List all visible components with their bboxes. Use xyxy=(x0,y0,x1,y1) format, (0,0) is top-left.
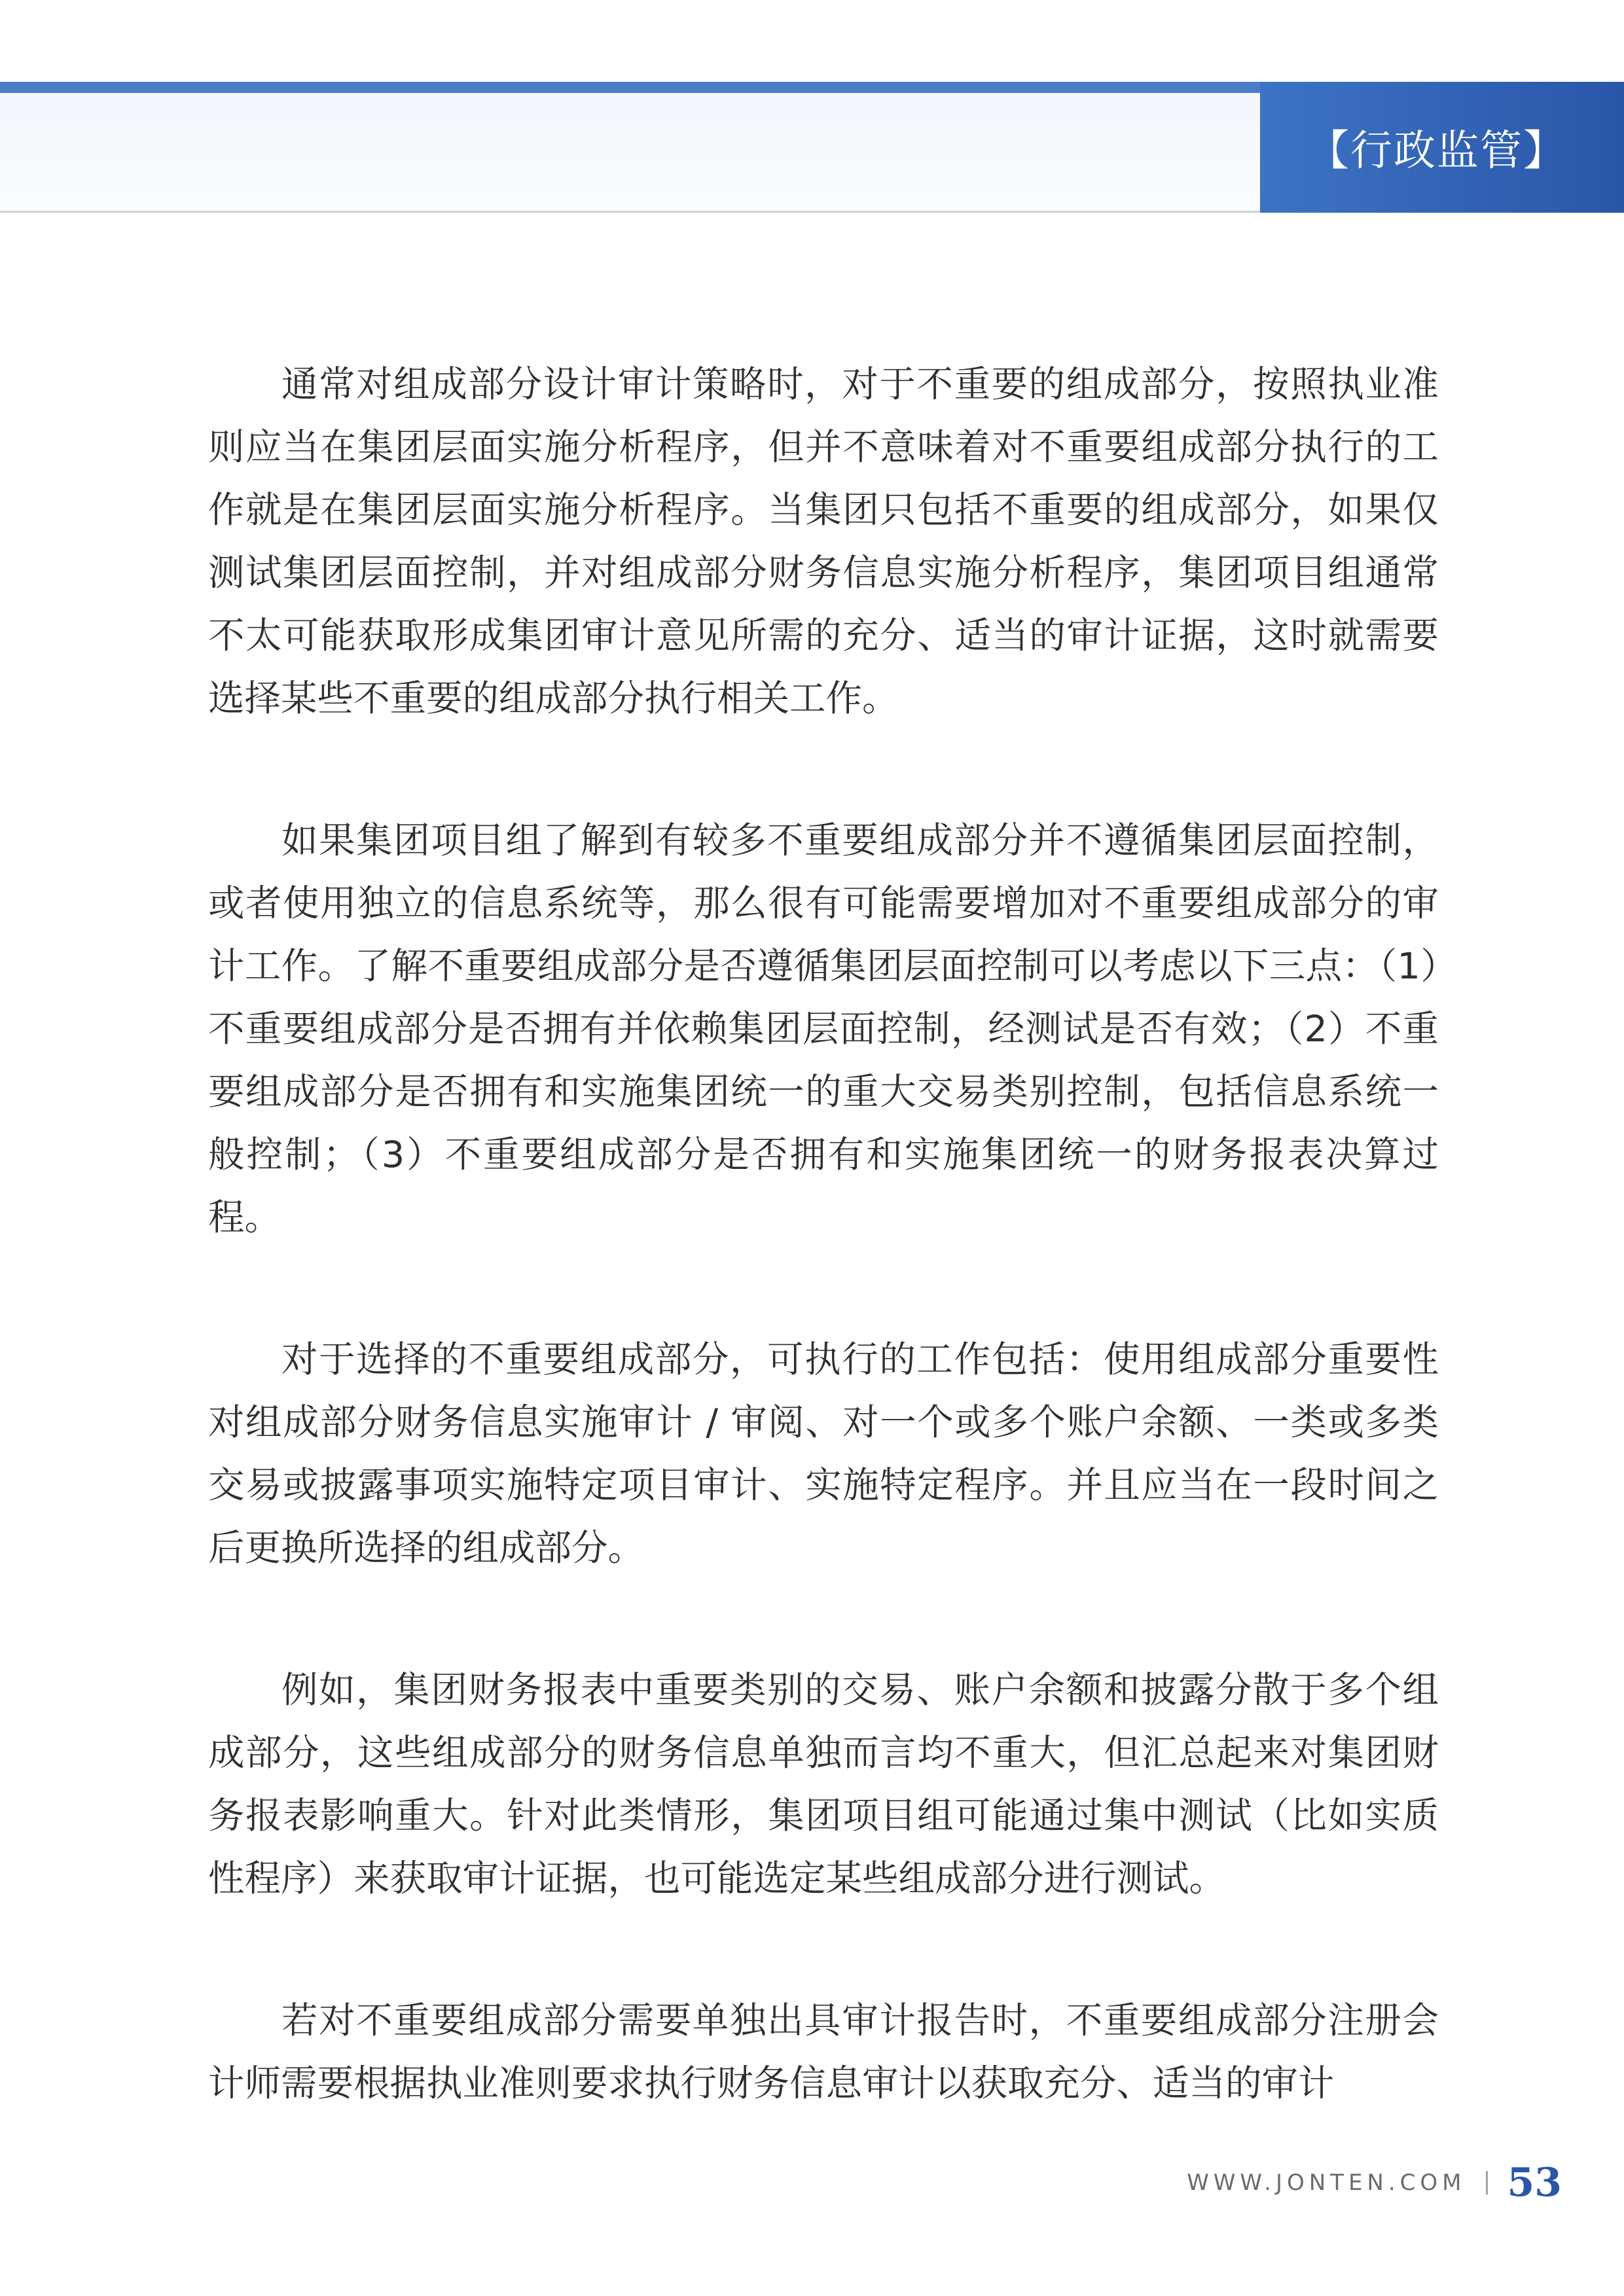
footer-divider xyxy=(1486,2171,1488,2195)
paragraph: 通常对组成部分设计审计策略时，对于不重要的组成部分，按照执业准则应当在集团层面实施分析程序，但并不意味着对不重要组成部分执行的工作就是在集团层面实施分析程序。当集团只包括不重要的组成部分，如果仅测试集团层面控制，并对组成部分财务信息实施分析程序，集团项目组通常不太可能获取形成集团审计意见所需的充分、适当的审计证据，这时就需要选择某些不重要的组成部分执行相关工作。 xyxy=(208,363,1439,720)
paragraph: 对于选择的不重要组成部分，可执行的工作包括：使用组成部分重要性对组成部分财务信息实施审计 / 审阅、对一个或多个账户余额、一类或多类交易或披露事项实施特定项目审计、实施特定程序。并且应当在一段时间之后更换所选择的组成部分。 xyxy=(208,1338,1439,1570)
section-label: 【行政监管】 xyxy=(1260,82,1624,213)
paragraph: 若对不重要组成部分需要单独出具审计报告时，不重要组成部分注册会计师需要根据执业准则要求执行财务信息审计以获取充分、适当的审计 xyxy=(208,2000,1439,2105)
header-divider xyxy=(0,211,1260,213)
paragraph: 例如，集团财务报表中重要类别的交易、账户余额和披露分散于多个组成部分，这些组成部分的财务信息单独而言均不重大，但汇总起来对集团财务报表影响重大。针对此类情形，集团项目组可能通过集中测试（比如实质性程序）来获取审计证据，也可能选定某些组成部分进行测试。 xyxy=(208,1669,1439,1900)
article-body xyxy=(208,353,1439,2115)
website-url: WWW.JONTEN.COM xyxy=(1187,2170,1466,2196)
paragraph: 如果集团项目组了解到有较多不重要组成部分并不遵循集团层面控制，或者使用独立的信息系统等，那么很有可能需要增加对不重要组成部分的审计工作。了解不重要组成部分是否遵循集团层面控制可以考虑以下三点：（1）不重要组成部分是否拥有并依赖集团层面控制，经测试是否有效；（2）不重要组成部分是否拥有和实施集团统一的重大交易类别控制，包括信息系统一般控制；（3）不重要组成部分是否拥有和实施集团统一的财务报表决算过程。 xyxy=(208,819,1439,1239)
page-number: 53 xyxy=(1507,2160,1562,2206)
header-accent-line xyxy=(0,82,1260,93)
page-footer xyxy=(1187,2160,1562,2206)
